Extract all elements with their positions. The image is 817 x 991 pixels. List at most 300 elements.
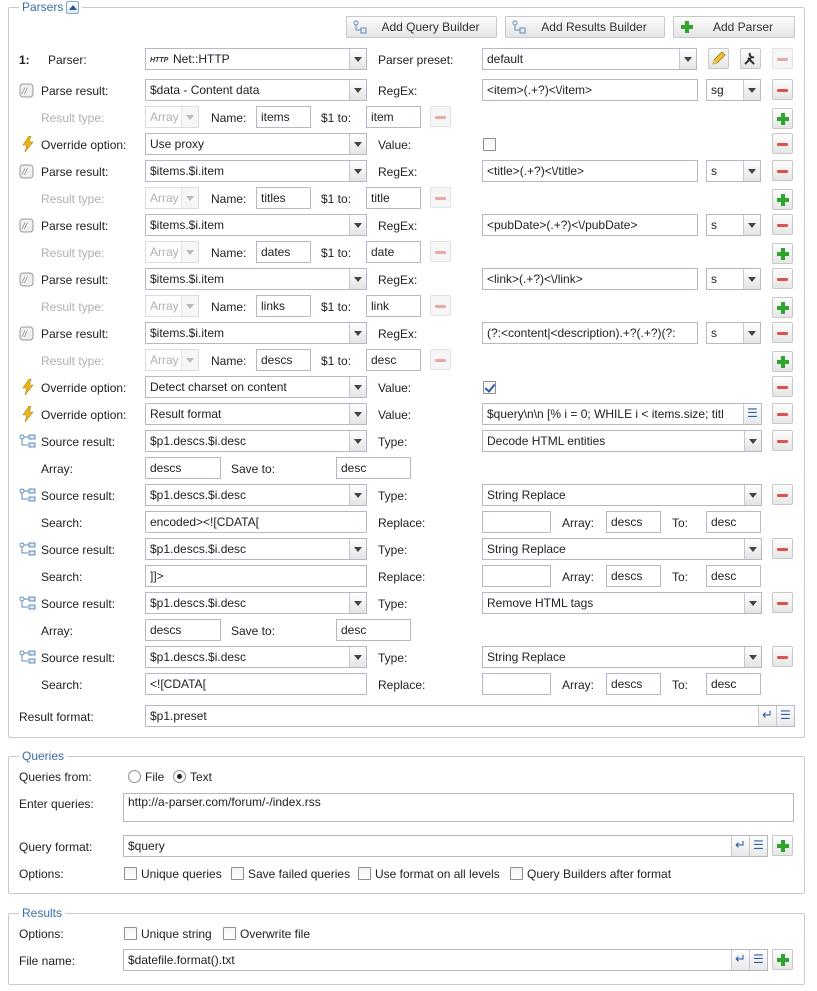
sr3-to-input-value: desc: [711, 569, 737, 583]
pr4-rt-select-value: Array: [150, 299, 179, 313]
pr5-to-input-value: desc: [371, 353, 397, 367]
format-all-levels-checkbox[interactable]: [358, 867, 371, 880]
builder-icon: [353, 20, 367, 34]
ov2-value-label: Value:: [378, 381, 412, 395]
pr5-label: Parse result:: [41, 327, 109, 341]
queries-from-text-radio[interactable]: [173, 770, 186, 783]
source-icon: [19, 488, 37, 505]
pr3-flags-select-value: s: [711, 218, 717, 232]
sr3-type-select[interactable]: [482, 538, 762, 560]
pr4-regex-input-value: <link>(.+?)<\/link>: [487, 272, 583, 286]
sr2-search-label: Search:: [41, 516, 83, 530]
sr4-type-select[interactable]: [482, 592, 762, 614]
pr4-add-button[interactable]: [772, 297, 793, 318]
parser-settings-button[interactable]: [740, 48, 761, 69]
insert-newline-icon[interactable]: [731, 950, 749, 970]
pr5-remove-row-button[interactable]: [430, 349, 451, 370]
sr1-remove-button[interactable]: [772, 430, 793, 451]
pr2-remove-row-button[interactable]: [430, 187, 451, 208]
chevron-down-icon[interactable]: [744, 539, 761, 559]
ov2-select-value: Detect charset on content: [150, 380, 287, 394]
pr3-flags-select[interactable]: [706, 214, 761, 236]
pr2-to-input[interactable]: [366, 187, 421, 209]
pr3-regex-input[interactable]: [482, 214, 698, 236]
sr2-replace-input[interactable]: [482, 511, 551, 533]
add-parser-button[interactable]: [673, 16, 795, 38]
queries-options-label: Options:: [19, 867, 64, 881]
chevron-down-icon[interactable]: [743, 215, 760, 235]
pr4-regex-input[interactable]: [482, 268, 698, 290]
sr3-select[interactable]: [145, 538, 367, 560]
sr2-array-label: Array:: [562, 516, 595, 530]
pr1-remove-row-button[interactable]: [430, 106, 451, 127]
unique-queries-label[interactable]: Unique queries: [141, 867, 222, 881]
pr5-regex-input-value: (?:<content|<description).+?(.+?)(?:: [487, 326, 676, 340]
preset-label: Parser preset:: [378, 53, 454, 67]
sr2-type-label: Type:: [378, 489, 408, 503]
pr1-select-value: $data - Content data: [150, 83, 260, 97]
pr1-to-label: $1 to:: [321, 111, 352, 125]
chevron-down-icon[interactable]: [349, 161, 366, 181]
ov1-value-checkbox[interactable]: [483, 138, 496, 151]
add-results-builder-label: Add Results Builder: [541, 20, 647, 34]
sr1-save-label: Save to:: [231, 462, 276, 476]
pr5-to-input[interactable]: [366, 349, 421, 371]
pr1-rt-select-value: Array: [150, 110, 179, 124]
parsers-legend: [19, 0, 82, 14]
pr2-rt-select-value: Array: [150, 191, 179, 205]
pr1-flags-select-value: sg: [711, 83, 724, 97]
pr4-rt-label: Result type:: [41, 300, 105, 314]
format-list-icon[interactable]: [776, 706, 794, 726]
remove-parser-button[interactable]: [772, 48, 793, 69]
pr1-label: Parse result:: [41, 84, 109, 98]
regex-icon: [19, 83, 34, 101]
ov3-value-input-value: $query\n\n [% i = 0; WHILE i < items.size; titl: [487, 407, 724, 421]
sr3-select-value: $p1.descs.$i.desc: [150, 542, 247, 556]
ov1-select[interactable]: [145, 133, 367, 155]
sr4-remove-button[interactable]: [772, 592, 793, 613]
file-name-input[interactable]: [123, 949, 768, 971]
collapse-icon[interactable]: [66, 1, 79, 14]
sr3-search-input[interactable]: [145, 565, 367, 587]
overwrite-file-checkbox[interactable]: [223, 927, 236, 940]
pr3-select[interactable]: [145, 214, 367, 236]
chevron-down-icon[interactable]: [744, 431, 761, 451]
pr3-regex-input-value: <pubDate>(.+?)<\/pubDate>: [487, 218, 638, 232]
chevron-down-icon[interactable]: [181, 350, 198, 370]
sr4-save-input-value: desc: [341, 623, 367, 637]
pr2-regex-input[interactable]: [482, 160, 698, 182]
result-format-input[interactable]: [145, 705, 795, 727]
sr5-search-input-value: <![CDATA[: [150, 677, 206, 691]
parsers-legend-label: Parsers: [22, 0, 64, 14]
sr3-replace-label: Replace:: [378, 570, 426, 584]
sr4-save-label: Save to:: [231, 624, 276, 638]
pr4-select-value: $items.$i.item: [150, 272, 225, 286]
sr3-to-label: To:: [672, 570, 689, 584]
pr5-rt-select-value: Array: [150, 353, 179, 367]
chevron-down-icon[interactable]: [744, 593, 761, 613]
queries-from-file-label[interactable]: File: [145, 770, 165, 784]
queries-legend-label: Queries: [22, 749, 65, 763]
format-list-icon[interactable]: [749, 836, 767, 856]
chevron-down-icon[interactable]: [349, 539, 366, 559]
sr2-search-input[interactable]: [145, 511, 367, 533]
sr5-select-value: $p1.descs.$i.desc: [150, 650, 247, 664]
pr1-regex-input[interactable]: [482, 79, 698, 101]
results-legend-label: Results: [22, 906, 63, 920]
pr5-remove-button[interactable]: [772, 322, 793, 343]
sr5-array-input-value: descs: [611, 677, 643, 691]
sr5-to-label: To:: [672, 678, 689, 692]
pr4-rt-select[interactable]: [145, 295, 199, 317]
pr4-to-input-value: link: [371, 299, 390, 313]
pr1-regex-label: RegEx:: [378, 84, 418, 98]
sr2-type-select[interactable]: [482, 484, 762, 506]
sr4-save-input[interactable]: [336, 619, 411, 641]
parser-value: Net::HTTP: [173, 52, 230, 66]
pr4-to-label: $1 to:: [321, 300, 352, 314]
sr3-type-select-value: String Replace: [487, 542, 566, 556]
ov2-label: Override option:: [41, 381, 127, 395]
chevron-down-icon[interactable]: [181, 188, 198, 208]
queries-from-text-label[interactable]: Text: [190, 770, 213, 784]
pr4-to-input[interactable]: [366, 295, 421, 317]
sr4-array-input[interactable]: [145, 619, 221, 641]
add-parser-label: Add Parser: [712, 20, 774, 34]
builders-after-format-label[interactable]: Query Builders after format: [527, 867, 672, 881]
source-icon: [19, 596, 37, 613]
chevron-down-icon[interactable]: [743, 80, 760, 100]
pr1-remove-button[interactable]: [772, 79, 793, 100]
results-options-label: Options:: [19, 927, 64, 941]
sr3-label: Source result:: [41, 543, 116, 557]
lightning-icon: [21, 406, 35, 425]
sr2-to-input[interactable]: [706, 511, 761, 533]
sr5-to-input[interactable]: [706, 673, 761, 695]
sr3-array-label: Array:: [562, 570, 595, 584]
ov1-select-value: Use proxy: [150, 137, 205, 151]
lightning-icon: [21, 379, 35, 398]
http-icon: [150, 54, 170, 64]
format-all-levels-label[interactable]: Use format on all levels: [375, 867, 500, 881]
pr4-name-label: Name:: [211, 300, 247, 314]
sr1-array-label: Array:: [41, 462, 74, 476]
chevron-down-icon[interactable]: [349, 134, 366, 154]
sr4-array-input-value: descs: [150, 623, 182, 637]
sr1-label: Source result:: [41, 435, 116, 449]
chevron-down-icon[interactable]: [349, 404, 366, 424]
pr4-name-input[interactable]: [256, 295, 311, 317]
sr3-replace-input[interactable]: [482, 565, 551, 587]
chevron-down-icon[interactable]: [744, 485, 761, 505]
ov3-select[interactable]: [145, 403, 367, 425]
format-buttons: [731, 950, 767, 970]
ov1-label: Override option:: [41, 138, 127, 152]
pr4-remove-row-button[interactable]: [430, 295, 451, 316]
chevron-down-icon[interactable]: [181, 107, 198, 127]
pr3-rt-select-value: Array: [150, 245, 179, 259]
sr5-remove-button[interactable]: [772, 646, 793, 667]
sr4-select-value: $p1.descs.$i.desc: [150, 596, 247, 610]
chevron-down-icon[interactable]: [349, 593, 366, 613]
ov2-remove-button[interactable]: [772, 376, 793, 397]
sr1-save-input[interactable]: [336, 457, 411, 479]
pr2-remove-button[interactable]: [772, 160, 793, 181]
pr4-select[interactable]: [145, 268, 367, 290]
file-name-value: $datefile.format().txt: [128, 953, 235, 967]
source-icon: [19, 650, 37, 667]
pr3-add-button[interactable]: [772, 243, 793, 264]
add-results-builder-button[interactable]: [505, 16, 665, 38]
sr5-replace-label: Replace:: [378, 678, 426, 692]
edit-preset-button[interactable]: [708, 48, 729, 69]
query-format-label: Query format:: [19, 840, 93, 854]
preset-select[interactable]: [482, 48, 697, 70]
enter-queries-textarea[interactable]: [123, 793, 794, 822]
sr5-type-select-value: String Replace: [487, 650, 566, 664]
sr3-array-input-value: descs: [611, 569, 643, 583]
format-list-icon[interactable]: [749, 950, 767, 970]
results-legend: [19, 906, 65, 920]
ov3-remove-button[interactable]: [772, 403, 793, 424]
chevron-down-icon[interactable]: [349, 49, 366, 69]
unique-queries-checkbox[interactable]: [124, 867, 137, 880]
add-query-builder-label: Add Query Builder: [381, 20, 480, 34]
builder-icon: [512, 20, 526, 34]
pr2-rt-label: Result type:: [41, 192, 105, 206]
sr4-type-select-value: Remove HTML tags: [487, 596, 594, 610]
pr2-flags-select-value: s: [711, 164, 717, 178]
chevron-down-icon[interactable]: [349, 80, 366, 100]
ov1-remove-button[interactable]: [772, 133, 793, 154]
pr3-remove-row-button[interactable]: [430, 241, 451, 262]
svg-text://: //: [22, 167, 28, 177]
sr2-search-input-value: encoded><![CDATA[: [150, 515, 259, 529]
pr5-to-label: $1 to:: [321, 354, 352, 368]
add-query-format-button[interactable]: [772, 835, 793, 856]
svg-text://: //: [22, 86, 28, 96]
sr3-array-input[interactable]: [606, 565, 661, 587]
pr2-name-input[interactable]: [256, 187, 311, 209]
sr2-label: Source result:: [41, 489, 116, 503]
ov2-value-checkbox[interactable]: [483, 381, 496, 394]
pr1-name-label: Name:: [211, 111, 247, 125]
svg-text://: //: [22, 329, 28, 339]
pr4-label: Parse result:: [41, 273, 109, 287]
sr3-search-input-value: ]]>: [150, 569, 164, 583]
sr1-array-input[interactable]: [145, 457, 221, 479]
pr4-name-input-value: links: [261, 299, 286, 313]
pr5-flags-select[interactable]: [706, 322, 761, 344]
ov3-label: Override option:: [41, 408, 127, 422]
sr5-array-label: Array:: [562, 678, 595, 692]
enter-queries-value: http://a-parser.com/forum/-/index.rss: [128, 795, 321, 809]
pr1-to-input[interactable]: [366, 106, 421, 128]
unique-string-label[interactable]: Unique string: [141, 927, 212, 941]
sr2-array-input[interactable]: [606, 511, 661, 533]
plus-icon: [680, 20, 694, 34]
parser-label: Parser:: [48, 53, 87, 67]
insert-newline-icon[interactable]: [731, 836, 749, 856]
sr1-type-label: Type:: [378, 435, 408, 449]
regex-icon: [19, 326, 34, 344]
sr2-to-input-value: desc: [711, 515, 737, 529]
sr3-remove-button[interactable]: [772, 538, 793, 559]
chevron-down-icon[interactable]: [349, 215, 366, 235]
pr2-to-input-value: title: [371, 191, 390, 205]
sr2-select[interactable]: [145, 484, 367, 506]
sr5-label: Source result:: [41, 651, 116, 665]
svg-text://: //: [22, 275, 28, 285]
sr5-select[interactable]: [145, 646, 367, 668]
pr2-regex-label: RegEx:: [378, 165, 418, 179]
sr3-to-input[interactable]: [706, 565, 761, 587]
pr2-label: Parse result:: [41, 165, 109, 179]
pr1-rt-select[interactable]: [145, 106, 199, 128]
queries-from-label: Queries from:: [19, 770, 92, 784]
chevron-down-icon[interactable]: [349, 431, 366, 451]
ov3-value-input[interactable]: [482, 403, 762, 425]
pr3-rt-label: Result type:: [41, 246, 105, 260]
result-format-label: Result format:: [19, 710, 94, 724]
add-file-name-button[interactable]: [772, 949, 793, 970]
pr5-select-value: $items.$i.item: [150, 326, 225, 340]
parser-select[interactable]: [145, 48, 367, 70]
sr2-to-label: To:: [672, 516, 689, 530]
chevron-down-icon[interactable]: [349, 377, 366, 397]
pr5-name-input[interactable]: [256, 349, 311, 371]
pr3-to-input-value: date: [371, 245, 395, 259]
svg-text://: //: [22, 221, 28, 231]
pr4-flags-select[interactable]: [706, 268, 761, 290]
sr2-remove-button[interactable]: [772, 484, 793, 505]
source-icon: [19, 542, 37, 559]
ov3-value-label: Value:: [378, 408, 412, 422]
pr4-remove-button[interactable]: [772, 268, 793, 289]
ov2-select[interactable]: [145, 376, 367, 398]
pencil-icon: [709, 49, 728, 68]
queries-from-file-radio[interactable]: [128, 770, 141, 783]
save-failed-label[interactable]: Save failed queries: [248, 867, 351, 881]
chevron-down-icon[interactable]: [743, 323, 760, 343]
pr3-label: Parse result:: [41, 219, 109, 233]
chevron-down-icon[interactable]: [349, 323, 366, 343]
chevron-down-icon[interactable]: [181, 296, 198, 316]
chevron-down-icon[interactable]: [349, 647, 366, 667]
pr3-select-value: $items.$i.item: [150, 218, 225, 232]
pr5-add-button[interactable]: [772, 351, 793, 372]
pr3-name-input[interactable]: [256, 241, 311, 263]
pr2-regex-input-value: <title>(.+?)<\/title>: [487, 164, 585, 178]
sr3-search-label: Search:: [41, 570, 83, 584]
pr2-name-input-value: titles: [261, 191, 286, 205]
regex-icon: [19, 164, 34, 182]
pr3-remove-button[interactable]: [772, 214, 793, 235]
chevron-down-icon[interactable]: [743, 269, 760, 289]
save-failed-checkbox[interactable]: [231, 867, 244, 880]
chevron-down-icon[interactable]: [679, 49, 696, 69]
pr4-regex-label: RegEx:: [378, 273, 418, 287]
pr3-rt-select[interactable]: [145, 241, 199, 263]
queries-legend: [19, 749, 67, 763]
pr2-name-label: Name:: [211, 192, 247, 206]
sr1-type-select[interactable]: [482, 430, 762, 452]
sr1-type-select-value: Decode HTML entities: [487, 434, 606, 448]
format-list-icon[interactable]: [743, 404, 761, 424]
sr5-type-select[interactable]: [482, 646, 762, 668]
pr1-regex-input-value: <item>(.+?)<\/item>: [487, 83, 593, 97]
pr2-rt-select[interactable]: [145, 187, 199, 209]
svg-text:HTTP: HTTP: [150, 57, 169, 64]
sr5-search-input[interactable]: [145, 673, 367, 695]
query-format-input[interactable]: [123, 835, 768, 857]
pr3-regex-label: RegEx:: [378, 219, 418, 233]
pr5-regex-label: RegEx:: [378, 327, 418, 341]
chevron-down-icon[interactable]: [743, 161, 760, 181]
pr1-add-button[interactable]: [772, 108, 793, 129]
pr3-name-label: Name:: [211, 246, 247, 260]
pr3-name-input-value: dates: [261, 245, 291, 259]
format-buttons: [731, 836, 767, 856]
sr1-save-input-value: desc: [341, 461, 367, 475]
pr1-select[interactable]: [145, 79, 367, 101]
sr4-type-label: Type:: [378, 597, 408, 611]
overwrite-file-label[interactable]: Overwrite file: [240, 927, 311, 941]
pr1-to-input-value: item: [371, 110, 394, 124]
source-icon: [19, 434, 37, 451]
sr4-select[interactable]: [145, 592, 367, 614]
enter-queries-label: Enter queries:: [19, 797, 94, 811]
pr3-to-input[interactable]: [366, 241, 421, 263]
builders-after-format-checkbox[interactable]: [510, 867, 523, 880]
regex-icon: [19, 272, 34, 290]
sr4-label: Source result:: [41, 597, 116, 611]
sr2-type-select-value: String Replace: [487, 488, 566, 502]
pr2-select[interactable]: [145, 160, 367, 182]
sr1-select[interactable]: [145, 430, 367, 452]
preset-value: default: [487, 52, 524, 66]
chevron-down-icon[interactable]: [744, 647, 761, 667]
pr1-flags-select[interactable]: [706, 79, 761, 101]
pr5-rt-select[interactable]: [145, 349, 199, 371]
chevron-down-icon[interactable]: [181, 242, 198, 262]
pr2-to-label: $1 to:: [321, 192, 352, 206]
pr5-regex-input[interactable]: [482, 322, 698, 344]
pr2-add-button[interactable]: [772, 189, 793, 210]
add-query-builder-button[interactable]: [346, 16, 497, 38]
pr2-flags-select[interactable]: [706, 160, 761, 182]
sr2-array-input-value: descs: [611, 515, 643, 529]
pr5-select[interactable]: [145, 322, 367, 344]
ov3-select-value: Result format: [150, 407, 222, 421]
sr5-to-input-value: desc: [711, 677, 737, 691]
format-buttons: [758, 706, 794, 726]
sr5-array-input[interactable]: [606, 673, 661, 695]
sr5-replace-input[interactable]: [482, 673, 551, 695]
unique-string-checkbox[interactable]: [124, 927, 137, 940]
chevron-down-icon[interactable]: [349, 485, 366, 505]
pr1-name-input[interactable]: [256, 106, 311, 128]
sr4-array-label: Array:: [41, 624, 74, 638]
insert-newline-icon[interactable]: [758, 706, 776, 726]
pr5-rt-label: Result type:: [41, 354, 105, 368]
pr1-name-input-value: items: [261, 110, 290, 124]
chevron-down-icon[interactable]: [349, 269, 366, 289]
sr2-select-value: $p1.descs.$i.desc: [150, 488, 247, 502]
pr5-name-label: Name:: [211, 354, 247, 368]
